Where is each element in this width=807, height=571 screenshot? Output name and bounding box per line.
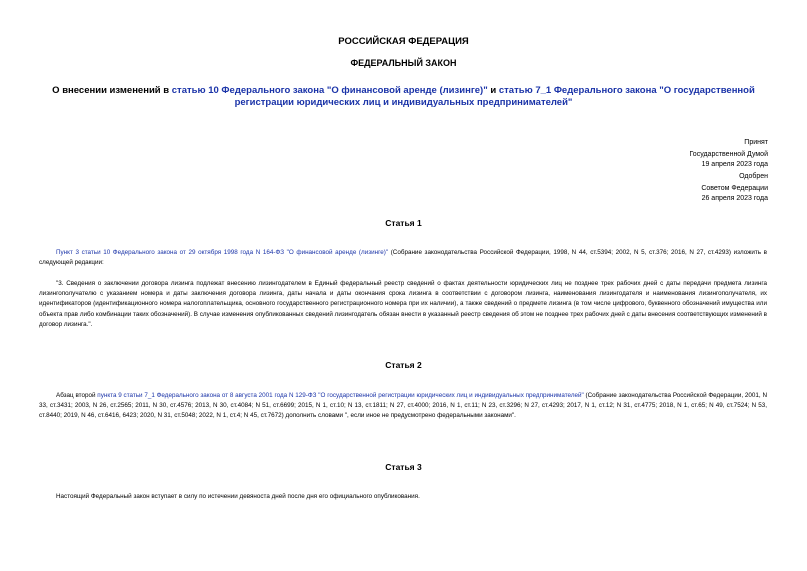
approved-by: Советом Федерации bbox=[701, 185, 768, 192]
article-2-heading: Статья 2 bbox=[385, 360, 422, 370]
country-heading: РОССИЙСКАЯ ФЕДЕРАЦИЯ bbox=[338, 36, 469, 47]
approved-label: Одобрен bbox=[739, 173, 768, 180]
article-1-link[interactable]: Пункт 3 статьи 10 Федерального закона от 29 октября 1998 года N 164-ФЗ "О финансовой аренде (лизинге)" bbox=[56, 249, 389, 256]
article-1-paragraph-1 bbox=[39, 248, 767, 268]
article-2-paragraph-1 bbox=[39, 391, 767, 422]
article-2-link[interactable]: пункта 9 статьи 7_1 Федерального закона от 8 августа 2001 года N 129-ФЗ "О государственной регистрации юридических лиц и индивидуальных предпринимателей" bbox=[97, 392, 584, 399]
article-3-heading: Статья 3 bbox=[385, 462, 422, 472]
doc-type-heading: ФЕДЕРАЛЬНЫЙ ЗАКОН bbox=[350, 58, 457, 68]
article-1-heading: Статья 1 bbox=[385, 218, 422, 228]
title-link-article-10[interactable]: статью 10 Федерального закона "О финансовой аренде (лизинге)" bbox=[171, 85, 488, 96]
title-link-article-7-1[interactable]: статью 7_1 Федерального закона "О государственной регистрации юридических лиц и индивидуальных предпринимателей" bbox=[234, 85, 755, 108]
law-title bbox=[40, 85, 767, 109]
title-prefix: О внесении изменений в bbox=[52, 85, 172, 96]
article-2-text: (Собрание законодательства Российской Федерации, 2001, N 33, ст.3431; 2003, N 26, ст.2565; 2011, N 30, ст.4576; 2013, N 30, ст.4084; N 51, ст.6699; 2015, N 1, ст.10; N 13, ст.1811; N 27, ст.4000; 2016, N 1, ст.11; N 23, ст.3296; N 27, ст.4293; 2017, N 1, ст.12; N 31, ст.4775; 2018, N 1, ст.65; N 49, ст.7524; N 53, ст.8440; 2019, N 46, ст.6416, 6423; 2020, N 31, ст.5048; 2022, N 1, ст.4; N 45, ст.7672) дополнить словами ", если иное не предусмотрено федеральными законами". bbox=[39, 392, 767, 420]
title-middle: и bbox=[487, 85, 499, 96]
adopted-by: Государственной Думой bbox=[689, 151, 768, 158]
article-3-paragraph-1: Настоящий Федеральный закон вступает в силу по истечении девяноста дней после дня его официального опубликования. bbox=[56, 493, 420, 500]
approved-date: 26 апреля 2023 года bbox=[701, 195, 768, 202]
article-2-prefix: Абзац второй bbox=[56, 392, 98, 399]
adopted-label: Принят bbox=[744, 139, 768, 146]
article-1-text: (Собрание законодательства Российской Федерации, 1998, N 44, ст.5394; 2002, N 5, ст.376; 2016, N 27, ст.4293) изложить в следующей редакции: bbox=[39, 249, 767, 267]
adopted-date: 19 апреля 2023 года bbox=[701, 161, 768, 168]
article-1-paragraph-2: "3. Сведения о заключении договора лизинга подлежат внесению лизингодателем в Единый федеральный реестр сведений о фактах деятельности юридических лиц не позднее трех рабочих дней с даты передачи предмета лизинга лизингополучателю с указанием номера и даты заключения договора лизинга, даты начала и даты окончания срока лизинга в соответствии с договором лизинга, наименования лизингодателя и наименования лизингополучателя, их идентификаторов (идентификационного номера налогоплательщика, основного государственного регистрационного номера при их наличии), а также сведений о предмете лизинга (в том числе цифрового, буквенного обозначений имущества или объекта прав либо комбинации таких обозначений). В случае изменения опубликованных сведений лизингодатель обязан внести в указанный реестр сведения об этом не позднее трех рабочих дней с даты внесения соответствующих изменений в договор лизинга.". bbox=[39, 280, 767, 328]
adoption-info bbox=[689, 138, 768, 204]
